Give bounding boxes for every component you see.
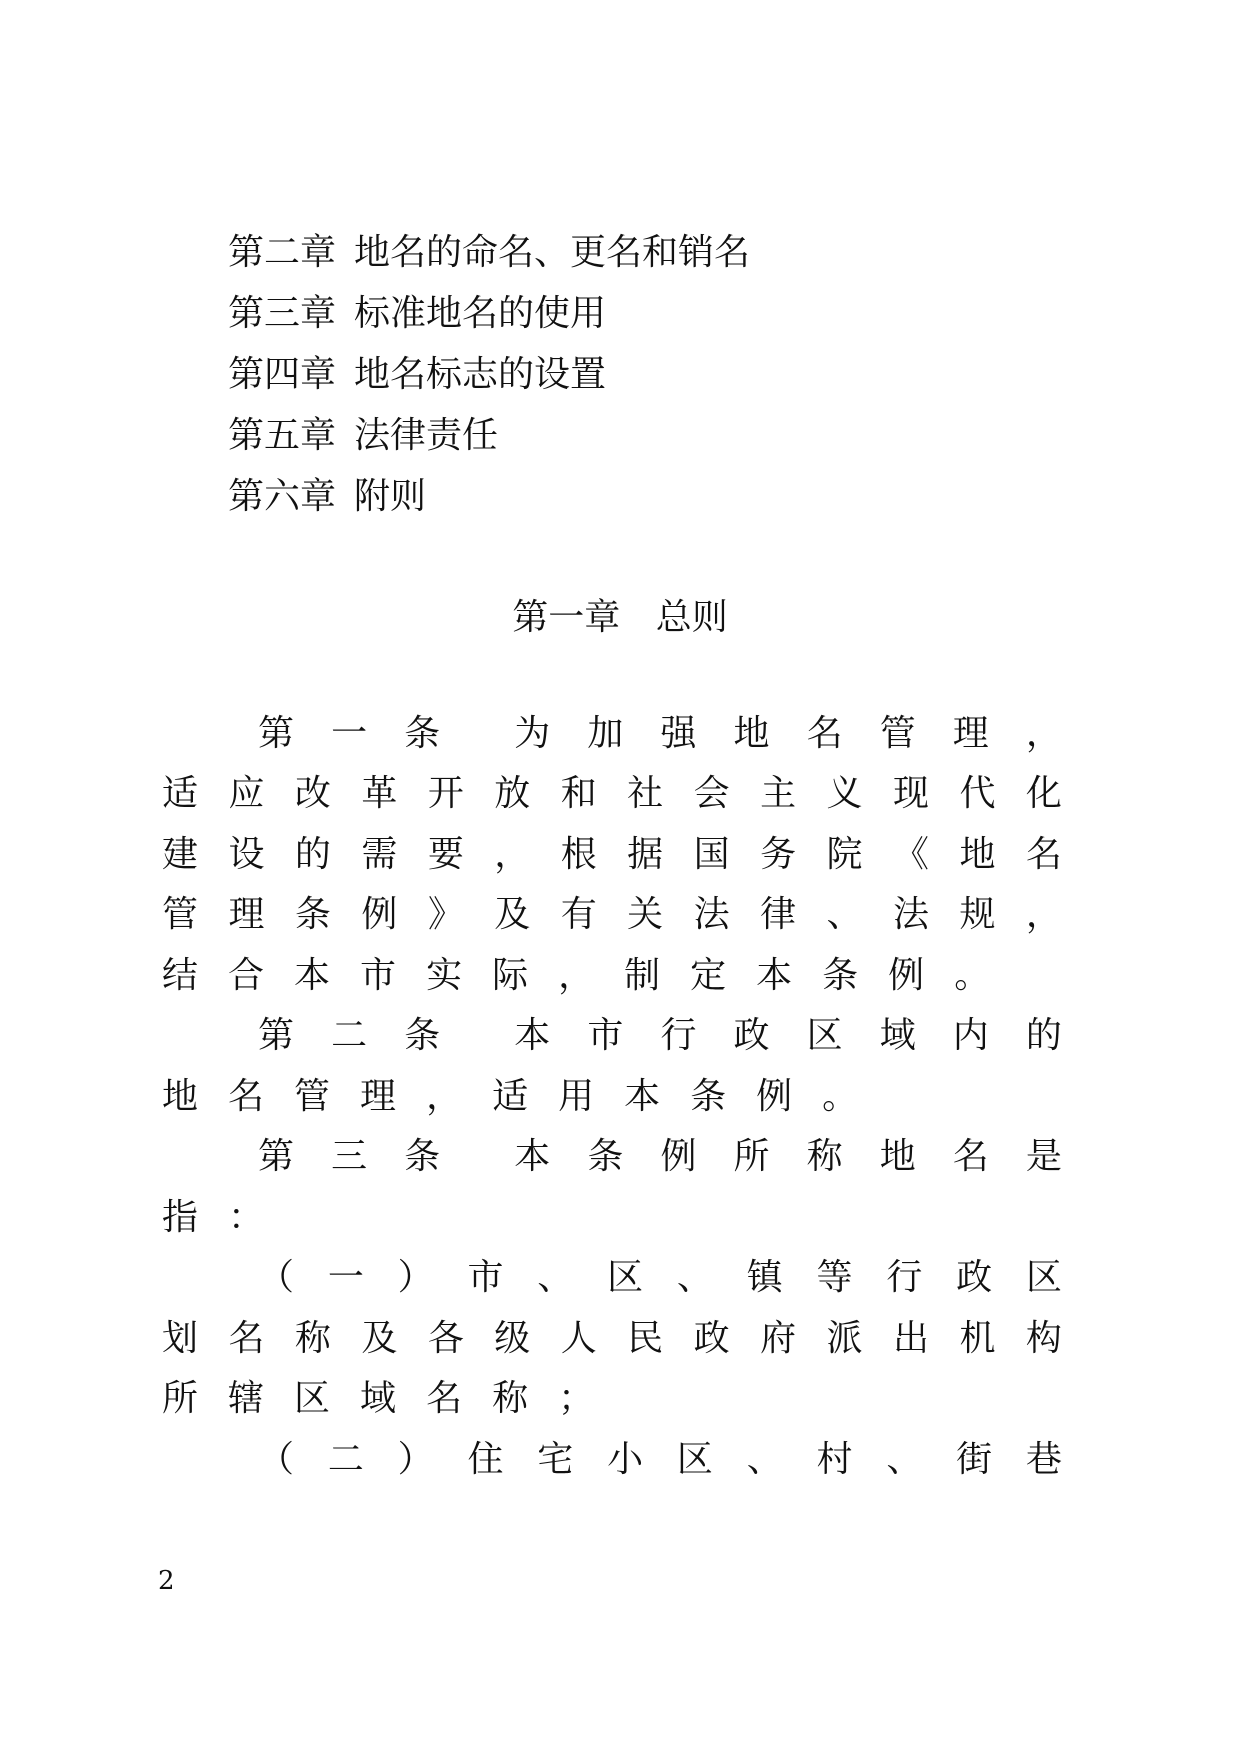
text-char: 。 [954, 954, 991, 996]
table-of-contents [228, 222, 750, 527]
text-char: 、 [826, 894, 863, 936]
text-char: 理 [952, 712, 989, 754]
text-char: 机 [959, 1317, 996, 1359]
text-char: 管 [879, 712, 916, 754]
text-char: 管 [294, 1075, 331, 1117]
text-line [162, 1184, 1062, 1245]
text-char: 名 [806, 712, 843, 754]
text-char: 地 [959, 833, 996, 875]
text-char: 。 [822, 1075, 859, 1117]
text-char: 级 [494, 1317, 531, 1359]
text-line [162, 1426, 1062, 1487]
text-char: 国 [693, 833, 730, 875]
text-char: 和 [560, 773, 597, 815]
text-line [162, 700, 1062, 761]
text-line [162, 1124, 1062, 1185]
text-char: 政 [733, 1015, 770, 1057]
text-line [162, 821, 1062, 882]
text-char: 据 [627, 833, 664, 875]
text-char: 称 [492, 1378, 529, 1420]
text-char: 市 [587, 1015, 624, 1057]
text-char: 化 [1025, 773, 1062, 815]
text-char: 条 [404, 1015, 441, 1057]
text-line [162, 942, 1062, 1003]
toc-item-title: 法律责任 [354, 415, 499, 456]
text-char: 政 [956, 1257, 993, 1299]
toc-item-title: 标准地名的使用 [354, 293, 607, 334]
text-char: 代 [959, 773, 996, 815]
text-char: 义 [826, 773, 863, 815]
text-char: 住 [467, 1438, 504, 1480]
text-char: 理 [228, 894, 265, 936]
text-char: 及 [361, 1317, 398, 1359]
text-char: 、 [886, 1438, 923, 1480]
text-char: ） [397, 1438, 434, 1480]
text-char: 及 [494, 894, 531, 936]
text-char: 适 [162, 773, 199, 815]
toc-item [228, 405, 750, 466]
text-char: 际 [492, 954, 529, 996]
text-char: 名 [952, 1136, 989, 1178]
text-char: 域 [360, 1378, 397, 1420]
text-char: 设 [228, 833, 265, 875]
text-char: 的 [294, 833, 331, 875]
text-char: 条 [690, 1075, 727, 1117]
text-char: 府 [760, 1317, 797, 1359]
text-char: 区 [806, 1015, 843, 1057]
text-char: 改 [294, 773, 331, 815]
text-char: 街 [956, 1438, 993, 1480]
text-char: 指 [162, 1196, 199, 1238]
text-char: 应 [228, 773, 265, 815]
text-char: 理 [360, 1075, 397, 1117]
text-line [162, 1063, 1062, 1124]
text-char: 政 [693, 1317, 730, 1359]
text-char: 法 [892, 894, 929, 936]
text-line [162, 1366, 1062, 1427]
text-char: 制 [624, 954, 661, 996]
text-char: 、 [537, 1257, 574, 1299]
text-char: 民 [627, 1317, 664, 1359]
text-char: 第 [258, 1136, 295, 1178]
text-char: 法 [693, 894, 730, 936]
text-char: 》 [427, 894, 464, 936]
text-line [162, 882, 1062, 943]
text-char: 实 [426, 954, 463, 996]
text-char: 巷 [1025, 1438, 1062, 1480]
text-char: 出 [892, 1317, 929, 1359]
text-line [162, 1003, 1062, 1064]
text-char: 一 [327, 1257, 364, 1299]
text-char: ） [397, 1257, 434, 1299]
text-char: 合 [228, 954, 265, 996]
text-char: 主 [760, 773, 797, 815]
text-char: 为 [514, 712, 551, 754]
text-char: （ [258, 1438, 295, 1480]
text-char: 关 [627, 894, 664, 936]
toc-item-title: 附则 [354, 476, 427, 517]
text-char: 开 [427, 773, 464, 815]
toc-item-title: 地名标志的设置 [354, 354, 607, 395]
toc-item [228, 466, 750, 527]
text-char: 辖 [228, 1378, 265, 1420]
text-char: 需 [361, 833, 398, 875]
text-char: 例 [361, 894, 398, 936]
text-char: 构 [1025, 1317, 1062, 1359]
text-char: 条 [404, 1136, 441, 1178]
toc-item-title: 地名的命名、更名和销名 [354, 232, 751, 273]
text-char: ， [494, 833, 531, 875]
text-char: 地 [162, 1075, 199, 1117]
text-char: 行 [660, 1015, 697, 1057]
chapter-title: 第一章 总则 [512, 597, 728, 638]
text-char: 区 [607, 1257, 644, 1299]
text-char: 有 [560, 894, 597, 936]
text-char: 的 [1025, 1015, 1062, 1057]
text-char: 结 [162, 954, 199, 996]
text-char: 本 [756, 954, 793, 996]
text-char: 地 [733, 712, 770, 754]
toc-item-number: 第五章 [228, 415, 337, 456]
text-char: 区 [1025, 1257, 1062, 1299]
text-char: 市 [467, 1257, 504, 1299]
text-char: 各 [427, 1317, 464, 1359]
body-text [162, 700, 1062, 1487]
text-char: 小 [607, 1438, 644, 1480]
text-char: 适 [492, 1075, 529, 1117]
text-char: （ [258, 1257, 295, 1299]
text-char: 现 [892, 773, 929, 815]
toc-item-number: 第二章 [228, 232, 337, 273]
text-char: 例 [756, 1075, 793, 1117]
text-char: 要 [427, 833, 464, 875]
text-char: 规 [959, 894, 996, 936]
text-char: ， [426, 1075, 463, 1117]
text-char: 本 [624, 1075, 661, 1117]
text-char: 二 [331, 1015, 368, 1057]
text-char: 内 [952, 1015, 989, 1057]
text-char: 本 [514, 1136, 551, 1178]
text-char: 第 [258, 1015, 295, 1057]
text-char: ： [228, 1196, 265, 1238]
text-char: 所 [733, 1136, 770, 1178]
text-char: 条 [404, 712, 441, 754]
toc-item-number: 第四章 [228, 354, 337, 395]
text-char: 派 [826, 1317, 863, 1359]
text-char: 用 [558, 1075, 595, 1117]
text-line [162, 761, 1062, 822]
text-char: ， [1025, 894, 1062, 936]
text-char: 本 [514, 1015, 551, 1057]
text-char: 名 [228, 1317, 265, 1359]
text-char: 镇 [746, 1257, 783, 1299]
text-char: 《 [892, 833, 929, 875]
toc-item [228, 222, 750, 283]
text-char: 条 [587, 1136, 624, 1178]
toc-item-number: 第三章 [228, 293, 337, 334]
text-char: 院 [826, 833, 863, 875]
text-line [162, 1245, 1062, 1306]
text-char: 会 [693, 773, 730, 815]
text-char: 社 [627, 773, 664, 815]
text-char: 域 [879, 1015, 916, 1057]
text-char: 条 [294, 894, 331, 936]
text-char: 等 [816, 1257, 853, 1299]
toc-item [228, 344, 750, 405]
text-char: 管 [162, 894, 199, 936]
text-char: 名 [426, 1378, 463, 1420]
text-char: 、 [746, 1438, 783, 1480]
text-char: 根 [560, 833, 597, 875]
text-char: 划 [162, 1317, 199, 1359]
text-char: 称 [806, 1136, 843, 1178]
text-char: 、 [676, 1257, 713, 1299]
text-char: 区 [294, 1378, 331, 1420]
toc-item-number: 第六章 [228, 476, 337, 517]
text-char: 第 [258, 712, 295, 754]
text-char: 是 [1025, 1136, 1062, 1178]
text-char: 村 [816, 1438, 853, 1480]
text-char: 行 [886, 1257, 923, 1299]
text-char: 定 [690, 954, 727, 996]
text-char: 强 [660, 712, 697, 754]
text-char: 宅 [537, 1438, 574, 1480]
text-char: 一 [331, 712, 368, 754]
text-char: 放 [494, 773, 531, 815]
text-char: ； [558, 1378, 595, 1420]
text-char: 二 [327, 1438, 364, 1480]
text-char: ， [1025, 712, 1062, 754]
text-char: 务 [760, 833, 797, 875]
text-char: 建 [162, 833, 199, 875]
page-number: 2 [158, 1566, 175, 1596]
text-char: 市 [360, 954, 397, 996]
text-char: 例 [888, 954, 925, 996]
text-char: 称 [294, 1317, 331, 1359]
text-char: 条 [822, 954, 859, 996]
text-char: 律 [760, 894, 797, 936]
text-char: 区 [676, 1438, 713, 1480]
text-char: 加 [587, 712, 624, 754]
text-char: 人 [560, 1317, 597, 1359]
text-char: ， [558, 954, 595, 996]
text-char: 所 [162, 1378, 199, 1420]
text-char: 本 [294, 954, 331, 996]
toc-item [228, 283, 750, 344]
text-char: 三 [331, 1136, 368, 1178]
text-char: 名 [228, 1075, 265, 1117]
text-char: 革 [361, 773, 398, 815]
text-char: 名 [1025, 833, 1062, 875]
text-char: 例 [660, 1136, 697, 1178]
text-char: 地 [879, 1136, 916, 1178]
text-line [162, 1305, 1062, 1366]
